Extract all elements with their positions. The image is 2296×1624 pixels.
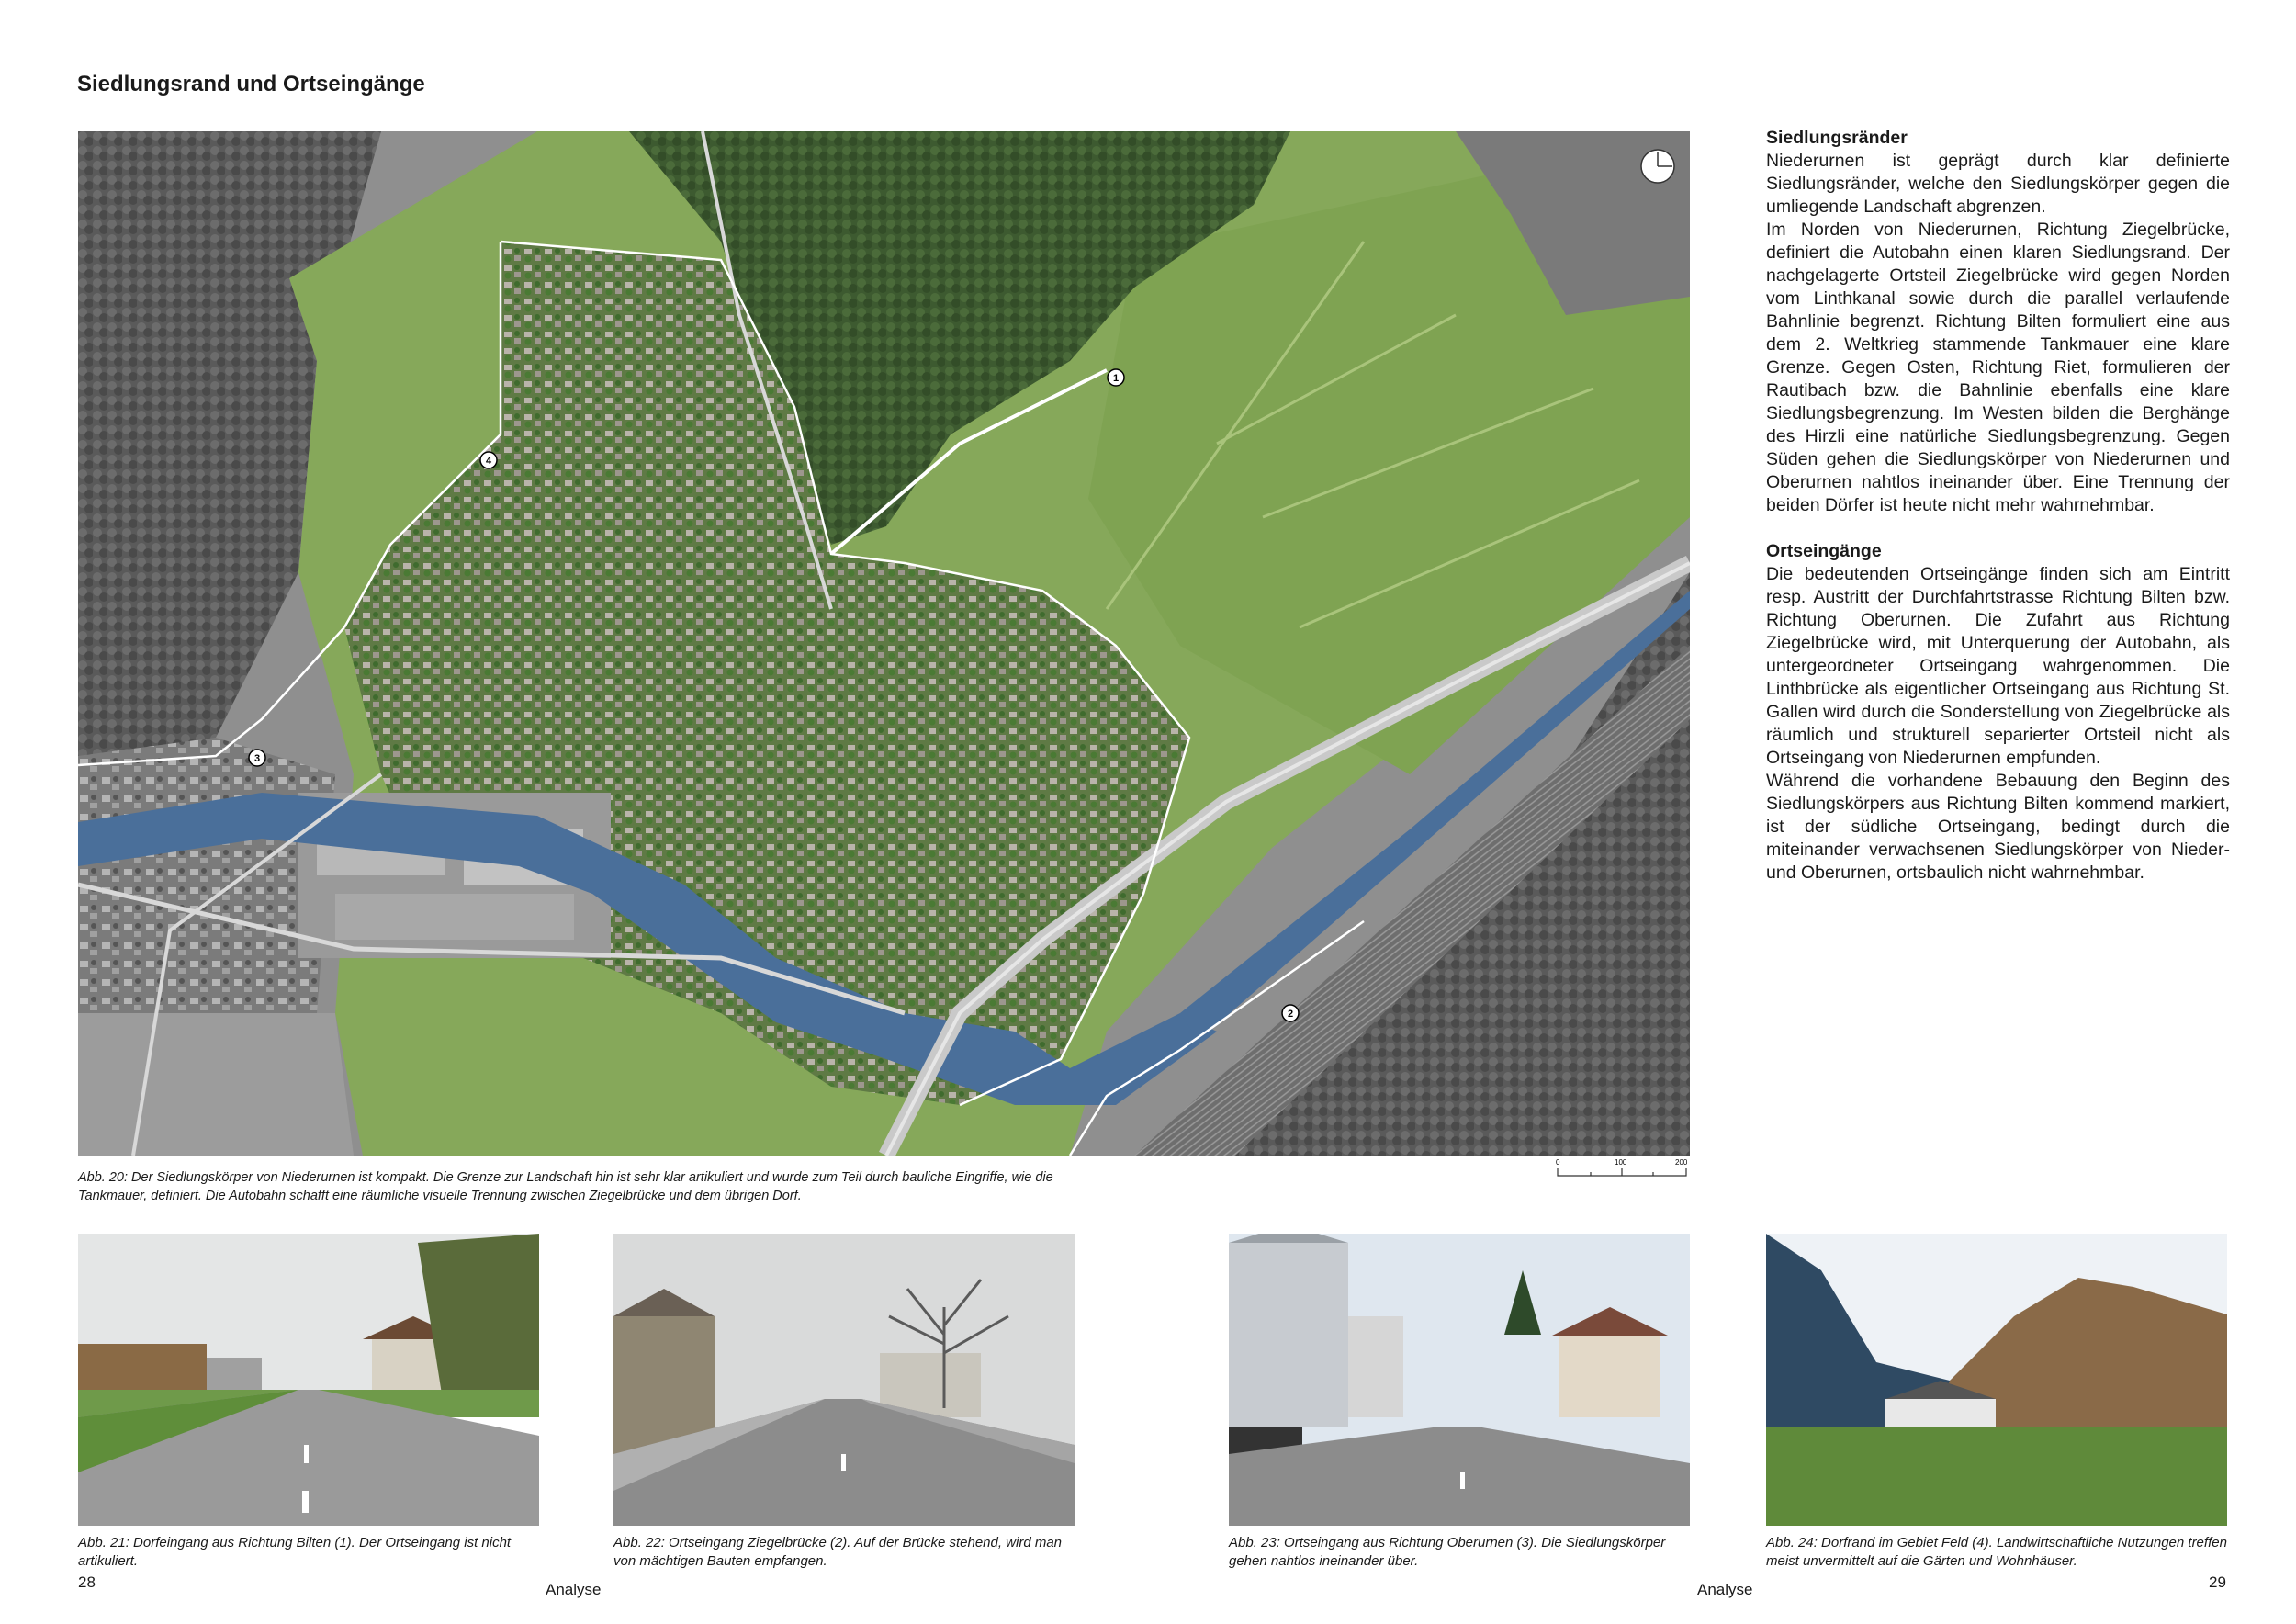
svg-text:0: 0: [1556, 1158, 1560, 1167]
heading-ortseingaenge: Ortseingänge: [1766, 541, 1882, 561]
paragraph-3: Die bedeutenden Ortseingänge finden sich am Eintritt resp. Austritt der Durchfahrtstrasse Richtung Bilten bzw. Richtung Oberurnen. Die Zufahrt aus Richtung Ziegelbrücke wird, mit Unterquerung der Autobahn, als untergeordneter Ortseingang wahrgenommen. Die Linthbrücke als eigentlicher Ortseingang aus Richtung St. Gallen wird durch die Sonderstellung von Ziegelbrücke als räumlich und strukturell separierter Ortsteil nicht als Ortseingang von Niederurnen empfunden.: [1766, 564, 2230, 768]
aerial-map-graphic: [78, 131, 1690, 1156]
photo-caption-2: Abb. 22: Ortseingang Ziegelbrücke (2). Auf der Brücke stehend, wird man von mächtigen Bauten empfangen.: [613, 1535, 1063, 1569]
map-marker-3: [249, 750, 265, 766]
svg-text:1: 1: [1112, 373, 1120, 384]
map-caption: Abb. 20: Der Siedlungskörper von Niederurnen ist kompakt. Die Grenze zur Landschaft hin ist sehr klar artikuliert und wurde zum Teil durch bauliche Eingriffe, wie die Tankmauer, definiert. Die Autobahn schafft eine räumliche visuelle Trennung zwischen Ziegelbrücke und dem übrigen Dorf.: [78, 1170, 1053, 1203]
svg-text:2: 2: [1287, 1009, 1294, 1020]
paragraph-4: Während die vorhandene Bebauung den Beginn des Siedlungskörpers aus Richtung Bilten kommend markiert, ist der südliche Ortseingang, bedingt durch die miteinander verwachsenen Siedlungskörper von Nieder- und Oberurnen, ortsbaulich nicht wahrnehmbar.: [1766, 771, 2230, 883]
photo-caption-4: Abb. 24: Dorfrand im Gebiet Feld (4). Landwirtschaftliche Nutzungen treffen meist unvermittelt auf die Gärten und Wohnhäuser.: [1766, 1535, 2227, 1569]
svg-text:100: 100: [1615, 1158, 1627, 1167]
footer-right: Analyse: [1697, 1581, 1753, 1598]
map-marker-4: [480, 452, 497, 468]
scale-bar: [1554, 1157, 1690, 1185]
paragraph-1: Niederurnen ist geprägt durch klar definierte Siedlungsränder, welche den Siedlungskörper gegen die umliegende Landschaft abgrenzen.: [1766, 151, 2230, 217]
svg-text:200: 200: [1675, 1158, 1688, 1167]
photo-caption-1: Abb. 21: Dorfeingang aus Richtung Bilten (1). Der Ortseingang ist nicht artikuliert.: [78, 1535, 512, 1569]
paragraph-2: Im Norden von Niederurnen, Richtung Ziegelbrücke, definiert die Autobahn einen klaren Siedlungsrand. Der nachgelagerte Ortsteil Ziegelbrücke wird gegen Norden vom Linthkanal sowie durch die parallel verlaufende Bahnlinie begrenzt. Richtung Bilten formuliert eine aus dem 2. Weltkrieg stammende Tankmauer eine klare Grenze. Gegen Osten, Richtung Riet, formulieren der Rautibach bzw. die Bahnlinie ebenfalls eine klare Siedlungsbegrenzung. Im Westen bilden die Berghänge des Hirzli eine natürliche Siedlungsbegrenzung. Gegen Süden gehen die Siedlungskörper von Niederurnen und Oberurnen nahtlos ineinander über. Eine Trennung der beiden Dörfer ist heute nicht mehr wahrnehmbar.: [1766, 220, 2230, 515]
photo-feld: [1766, 1234, 2227, 1526]
photo-bilten: [78, 1234, 539, 1526]
footer-left: Analyse: [546, 1581, 602, 1598]
map-marker-1: [1108, 369, 1124, 386]
photo-oberurnen: [1229, 1234, 1690, 1526]
page-title: Siedlungsrand und Ortseingänge: [77, 72, 425, 96]
svg-text:4: 4: [485, 456, 492, 467]
page-number-left: 28: [78, 1573, 96, 1591]
svg-text:3: 3: [253, 753, 261, 764]
page-number-right: 29: [2209, 1573, 2226, 1591]
aerial-map: [78, 131, 1690, 1156]
photo-caption-3: Abb. 23: Ortseingang aus Richtung Oberurnen (3). Die Siedlungskörper gehen nahtlos ineinander über.: [1229, 1535, 1666, 1569]
photo-ziegelbruecke: [613, 1234, 1075, 1526]
text-column: [1766, 127, 2230, 885]
map-marker-2: [1282, 1005, 1299, 1021]
heading-siedlungsraender: Siedlungsränder: [1766, 128, 1908, 148]
